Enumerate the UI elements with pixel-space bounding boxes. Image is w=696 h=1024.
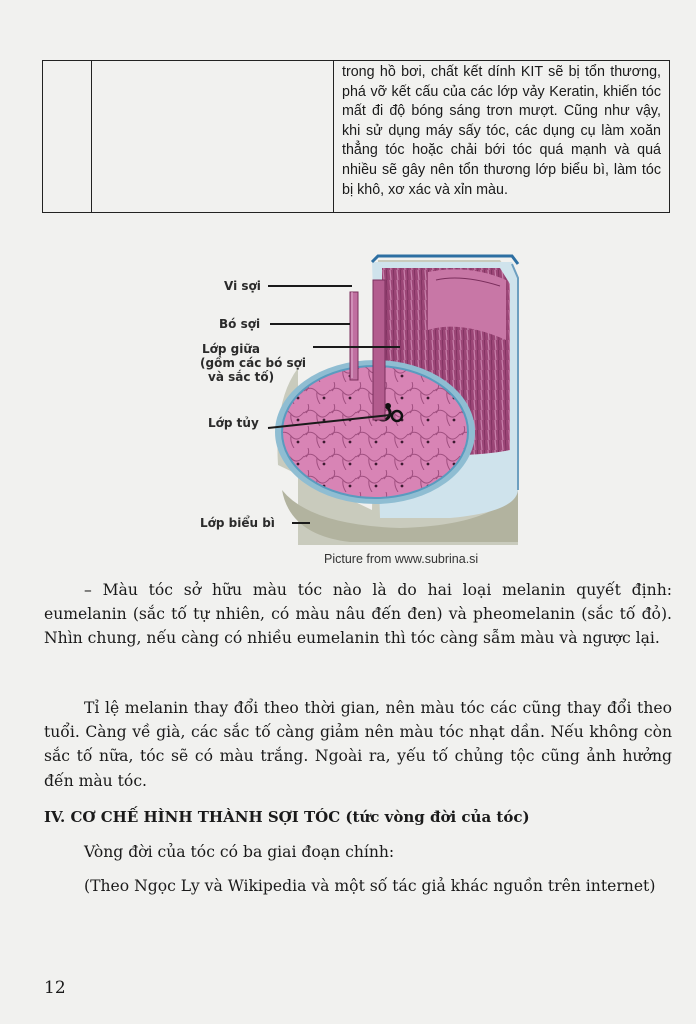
hair-cross-section-illustration <box>200 250 540 550</box>
microfibril <box>350 292 358 380</box>
fiber-bundle <box>373 280 385 420</box>
table-cell-structure <box>92 61 334 213</box>
table-cell-description: trong hồ bơi, chất kết dính KIT sẽ bị tổn thương, phá vỡ kết cấu của các lớp vảy Keratin, khiến tóc mất đi độ bóng sáng trơn mượt. Cũng như vậy, khi sử dụng máy sấy tóc, các dụng cụ làm xoăn thẳng tóc hoặc chải bới tóc quá mạnh và quá nhiều sẽ gây nên tổn thương lớp biểu bì, làm tóc bị khô, xơ xác và xỉn màu. <box>334 61 670 213</box>
paragraph-lifecycle: Vòng đời của tóc có ba giai đoạn chính: <box>84 843 395 861</box>
table-fragment <box>42 60 670 213</box>
label-lop-tuy: Lớp tủy <box>208 416 259 430</box>
page-number: 12 <box>44 978 66 998</box>
section-heading: IV. CƠ CHẾ HÌNH THÀNH SỢI TÓC (tức vòng đời của tóc) <box>44 808 530 826</box>
figure-credit: Picture from www.subrina.si <box>324 552 479 566</box>
label-bo-soi: Bó sợi <box>219 317 261 331</box>
hair-structure-figure <box>200 250 540 575</box>
paragraph-source: (Theo Ngọc Ly và Wikipedia và một số tác giả khác nguồn trên internet) <box>84 877 656 895</box>
label-lop-giua: Lớp giữa <box>202 342 261 356</box>
label-lop-bieu-bi: Lớp biểu bì <box>200 516 275 530</box>
paragraph-melanin-age: Tỉ lệ melanin thay đổi theo thời gian, nên màu tóc các cũng thay đổi theo tuổi. Càng về già, các sắc tố càng giảm nên màu tóc nhạt dần. Nếu không còn sắc tố nữa, tóc sẽ có màu trắng. Ngoài ra, yếu tố chủng tộc cũng ảnh hưởng đến màu tóc. <box>44 699 672 790</box>
label-lop-giua-line2: (gồm các bó sợi <box>200 356 307 370</box>
label-vi-soi: Vi sợi <box>224 279 261 293</box>
label-lop-giua-line3: và sắc tố) <box>208 370 275 384</box>
table-cell-index <box>43 61 92 213</box>
paragraph-melanin: – Màu tóc sở hữu màu tóc nào là do hai loại melanin quyết định: eumelanin (sắc tố tự nhiên, có màu nâu đến đen) và pheomelanin (sắc tố đỏ). Nhìn chung, nếu càng có nhiều eumelanin thì tóc càng sẫm màu và ngược lại. <box>44 581 672 648</box>
